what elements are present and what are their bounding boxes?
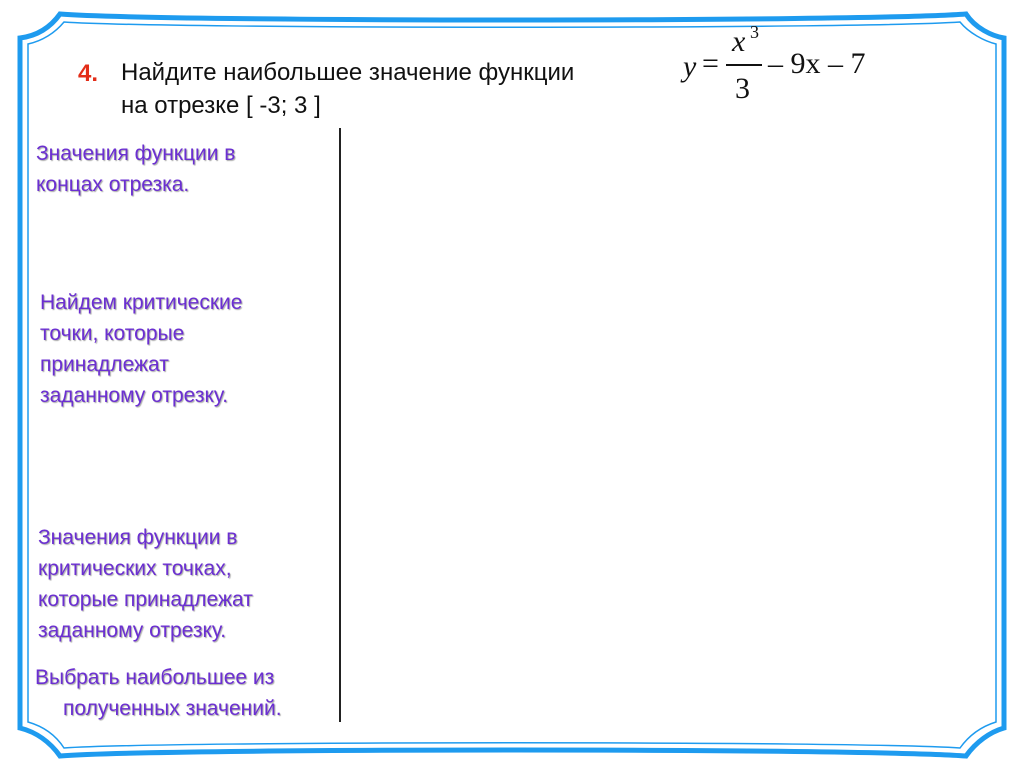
step-line: точки, которые: [40, 322, 185, 345]
step-critical-points: [40, 287, 242, 411]
step-line: Найдем критические: [40, 291, 243, 314]
step-line: Значения функции в: [36, 142, 236, 165]
task-number: 4.: [78, 60, 99, 87]
formula-denominator: 3: [735, 72, 750, 105]
function-formula: [680, 24, 890, 114]
step-line: критических точках,: [38, 557, 232, 580]
step-endpoint-values: [36, 138, 235, 200]
formula-fraction-bar: [726, 64, 762, 66]
task-title-line-1: Найдите наибольшее значение функции: [121, 59, 575, 86]
formula-exponent: 3: [750, 22, 759, 42]
step-line: Выбрать наибольшее из: [35, 666, 275, 689]
step-critical-values: [38, 522, 253, 646]
task-title: [121, 56, 574, 122]
column-divider: [339, 128, 341, 722]
step-choose-max: [35, 662, 282, 724]
step-line: заданному отрезку.: [40, 384, 229, 407]
step-line: полученных значений.: [63, 697, 282, 720]
step-line: Значения функции в: [38, 526, 238, 549]
formula-numerator: x: [732, 25, 746, 58]
task-title-line-2: на отрезке [ -3; 3 ]: [121, 92, 321, 119]
step-line: которые принадлежат: [38, 588, 253, 611]
formula-rest: – 9x – 7: [768, 47, 866, 80]
formula-equals: =: [702, 47, 719, 80]
step-line: принадлежат: [40, 353, 169, 376]
step-line: концах отрезка.: [36, 173, 190, 196]
formula-y: y: [683, 50, 697, 83]
step-line: заданному отрезку.: [38, 619, 227, 642]
